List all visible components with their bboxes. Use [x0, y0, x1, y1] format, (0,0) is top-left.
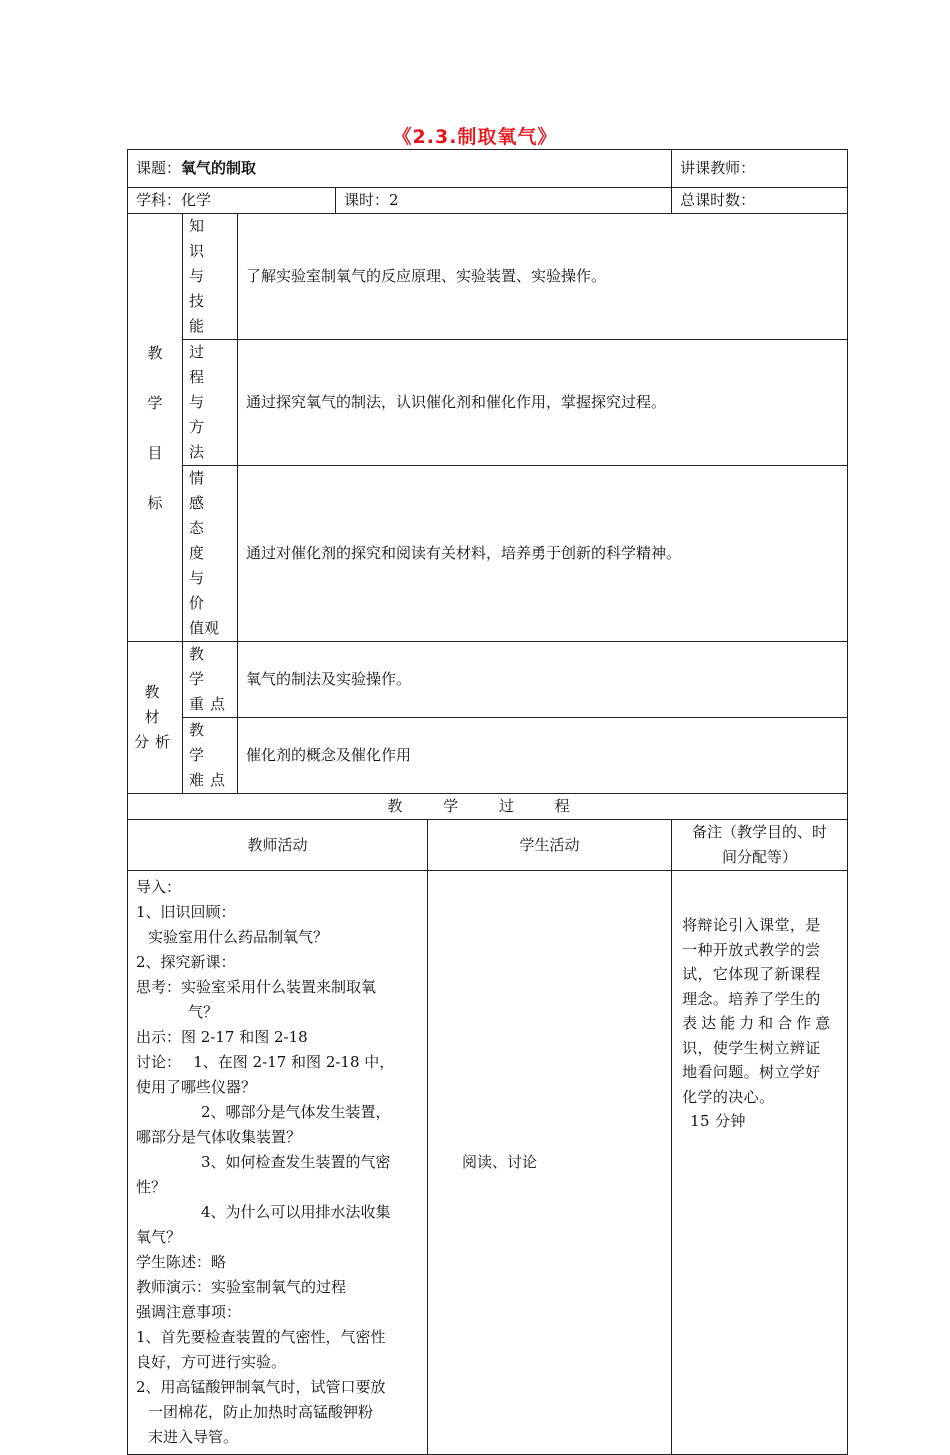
subject-label: 学科：	[136, 191, 182, 209]
objectives-char-4: 标	[147, 493, 163, 512]
label-line: 与 方	[189, 393, 211, 436]
label-line: 值观	[189, 619, 220, 637]
teacher-line: 1、旧识回顾：	[136, 903, 236, 921]
objective-label-knowledge	[183, 214, 238, 340]
analysis-label-difficulty	[183, 718, 238, 794]
teacher-line: 1、首先要检查装置的气密性，气密性	[136, 1328, 386, 1346]
lesson-plan-table	[127, 149, 848, 1455]
teacher-line: 2、探究新课：	[136, 953, 236, 971]
teacher-line: 氧气？	[136, 1228, 182, 1246]
note-line: 理念。培养了学生的	[682, 989, 821, 1008]
objective-row-emotion	[128, 466, 848, 642]
objective-row-process	[128, 340, 848, 466]
header-row-topic	[128, 150, 848, 188]
label-line: 能	[189, 317, 211, 335]
total-hours-label: 总课时数：	[680, 191, 756, 209]
analysis-line-2: 分析	[133, 733, 176, 751]
note-line: 一种开放式教学的尝	[682, 940, 821, 959]
label-line: 难点	[189, 771, 232, 789]
subject-cell	[128, 188, 336, 214]
process-content-row	[128, 871, 848, 1455]
hours-label: 课时：	[344, 191, 390, 209]
student-activity-text: 阅读、讨论	[462, 1153, 538, 1171]
teacher-line: 哪部分是气体收集装置？	[136, 1128, 302, 1146]
topic-cell	[128, 150, 672, 188]
teacher-line: 性？	[136, 1178, 167, 1196]
note-header-line-1: 备注（教学目的、时	[692, 823, 828, 841]
note-header	[672, 820, 848, 871]
teacher-line: 实验室用什么药品制氧气？	[148, 928, 329, 946]
teacher-line: 使用了哪些仪器？	[136, 1078, 257, 1096]
note-header-line-2: 间分配等）	[722, 848, 798, 866]
process-heading: 教 学 过 程	[128, 794, 848, 820]
objective-label-process	[183, 340, 238, 466]
label-line: 知 识	[189, 217, 211, 260]
total-hours-cell	[672, 188, 848, 214]
note-line: 地看问题。树立学好	[682, 1063, 821, 1081]
process-columns-row	[128, 820, 848, 871]
analysis-group-label	[128, 642, 183, 794]
document-title: 《2.3.制取氧气》	[392, 126, 558, 148]
note-cell	[672, 871, 848, 1455]
note-line: 化学的决心。	[682, 1087, 775, 1106]
teacher-line: 3、如何检查发生装置的气密	[201, 1153, 391, 1171]
note-line: 15 分钟	[690, 1112, 746, 1130]
analysis-text-key: 氧气的制法及实验操作。	[238, 642, 848, 718]
objectives-char-3: 目	[147, 443, 163, 462]
objectives-char-2: 学	[147, 393, 163, 412]
hours-cell	[336, 188, 672, 214]
subject-value: 化学	[181, 191, 212, 209]
label-line: 情 感	[189, 469, 211, 512]
teacher-line: 良好，方可进行实验。	[136, 1353, 287, 1371]
teacher-line: 末进入导管。	[148, 1428, 239, 1446]
label-line: 重点	[189, 695, 232, 713]
teacher-line: 一团棉花，防止加热时高锰酸钾粉	[148, 1403, 374, 1421]
process-heading-row	[128, 794, 848, 820]
teacher-label: 讲课教师：	[680, 159, 756, 177]
teacher-line: 讨论： 1、在图 2-17 和图 2-18 中，	[136, 1053, 395, 1071]
teacher-line: 导入：	[136, 878, 182, 896]
student-activity-header: 学生活动	[428, 820, 672, 871]
note-line: 表达能力和合作意	[682, 1014, 835, 1032]
objective-row-knowledge	[128, 214, 848, 340]
note-line: 试，它体现了新课程	[682, 965, 821, 983]
teacher-line: 2、用高锰酸钾制氧气时，试管口要放	[136, 1378, 386, 1396]
teacher-line: 教师演示：实验室制氧气的过程	[136, 1278, 347, 1296]
label-line: 过 程	[189, 343, 211, 386]
label-line: 教 学	[189, 721, 211, 764]
analysis-text-difficulty: 催化剂的概念及催化作用	[238, 718, 848, 794]
label-line: 教 学	[189, 645, 211, 688]
hours-value: 2	[389, 191, 399, 209]
teacher-line: 气？	[188, 1003, 219, 1021]
note-line: 将辩论引入课堂，是	[682, 916, 821, 934]
analysis-row-difficulty	[128, 718, 848, 794]
label-line: 态 度	[189, 519, 211, 562]
objectives-char-1: 教	[147, 343, 163, 362]
analysis-row-key	[128, 642, 848, 718]
teacher-line: 2、哪部分是气体发生装置，	[201, 1103, 391, 1121]
topic-value: 氧气的制取	[181, 159, 257, 177]
student-activity-cell	[428, 871, 672, 1455]
objective-text-knowledge: 了解实验室制氧气的反应原理、实验装置、实验操作。	[238, 214, 848, 340]
note-line: 识，使学生树立辨证	[682, 1038, 821, 1057]
teacher-line: 学生陈述：略	[136, 1253, 227, 1271]
teacher-line: 强调注意事项：	[136, 1303, 242, 1321]
topic-label: 课题：	[136, 159, 182, 177]
teacher-activity-cell	[128, 871, 428, 1455]
label-line: 与 技	[189, 267, 211, 310]
label-line: 法	[189, 443, 211, 461]
teacher-activity-header: 教师活动	[128, 820, 428, 871]
objectives-group-label	[128, 214, 183, 642]
label-line: 与 价	[189, 569, 211, 612]
objective-label-emotion	[183, 466, 238, 642]
teacher-line: 思考：实验室采用什么装置来制取氧	[136, 978, 377, 996]
header-row-subject	[128, 188, 848, 214]
analysis-label-key	[183, 642, 238, 718]
analysis-line-1: 教 材	[144, 683, 166, 726]
objective-text-emotion: 通过对催化剂的探究和阅读有关材料，培养勇于创新的科学精神。	[238, 466, 848, 642]
teacher-cell	[672, 150, 848, 188]
objective-text-process: 通过探究氧气的制法，认识催化剂和催化作用，掌握探究过程。	[238, 340, 848, 466]
teacher-line: 出示：图 2-17 和图 2-18	[136, 1028, 308, 1046]
teacher-line: 4、为什么可以用排水法收集	[201, 1203, 391, 1221]
